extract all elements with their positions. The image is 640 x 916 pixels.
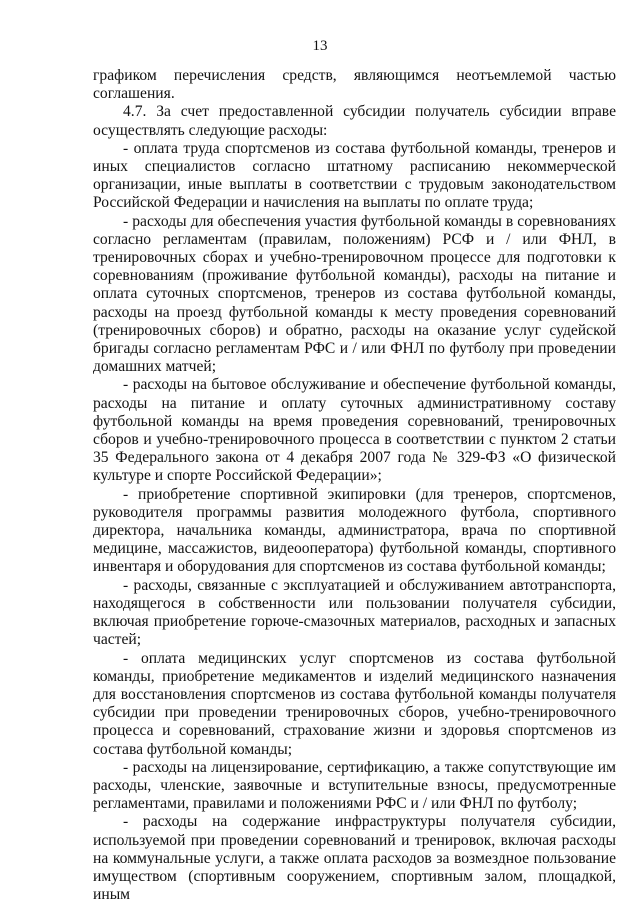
- list-item-salary: - оплата труда спортсменов из состава футбольной команды, тренеров и иных специалистов согласно штатному расписанию некоммерческой организации, иные выплаты в соответствии с трудовым законодательством Российской Федерации и начисления на выплаты по оплате труда;: [93, 139, 616, 212]
- paragraph-continuation: графиком перечисления средств, являющимся неотъемлемой частью соглашения.: [93, 67, 616, 103]
- paragraph-section-4-7: 4.7. За счет предоставленной субсидии получатель субсидии вправе осуществлять следующие расходы:: [93, 103, 616, 139]
- list-item-household-expenses: - расходы на бытовое обслуживание и обеспечение футбольной команды, расходы на питание и оплату суточных административному составу футбольной команды на время проведения соревнований, тренировочных сборов и учебно-тренировочного процесса в соответствии с пунктом 2 статьи 35 Федерального закона от 4 декабря 2007 года № 329-ФЗ «О физической культуре и спорте Российской Федерации»;: [93, 376, 616, 485]
- list-item-medical: - оплата медицинских услуг спортсменов из состава футбольной команды, приобретение медикаментов и изделий медицинского назначения для восстановления спортсменов из состава футбольной команды получателя субсидии при проведении тренировочных сборов, учебно-тренировочного процесса и соревнований, страхование жизни и здоровья спортсменов из состава футбольной команды;: [93, 649, 616, 758]
- list-item-infrastructure: - расходы на содержание инфраструктуры получателя субсидии, используемой при проведении соревнований и тренировок, включая расходы на коммунальные услуги, а также оплата расходов за возмездное пользование имуществом (спортивным сооружением, спортивным залом, площадкой, иным: [93, 813, 616, 904]
- list-item-vehicles: - расходы, связанные с эксплуатацией и обслуживанием автотранспорта, находящегося в собственности или пользовании получателя субсидии, включая приобретение горюче-смазочных материалов, расходных и запасных частей;: [93, 576, 616, 649]
- list-item-competition-expenses: - расходы для обеспечения участия футбольной команды в соревнованиях согласно регламентам (правилам, положениям) РСФ и / или ФНЛ, в тренировочных сборах и учебно-тренировочном процессе для подготовки к соревнованиям (проживание футбольной команды), расходы на питание и оплата суточных спортсменов, тренеров из состава футбольной команды, расходы на проезд футбольной команды к месту проведения соревнований (тренировочных сборов) и обратно, расходы на оказание услуг судейской бригады согласно регламентам РФС и / или ФНЛ по футболу при проведении домашних матчей;: [93, 212, 616, 376]
- document-body: [93, 67, 616, 904]
- list-item-licensing: - расходы на лицензирование, сертификацию, а также сопутствующие им расходы, членские, заявочные и вступительные взносы, предусмотренные регламентами, правилами и положениями РФС и / или ФНЛ по футболу;: [93, 758, 616, 813]
- page-number: 13: [312, 38, 328, 54]
- list-item-equipment: - приобретение спортивной экипировки (для тренеров, спортсменов, руководителя программы развития молодежного футбола, спортивного директора, начальника команды, администратора, врача по спортивной медицине, массажистов, видеооператора) футбольной команды, спортивного инвентаря и оборудования для спортсменов из состава футбольной команды;: [93, 485, 616, 576]
